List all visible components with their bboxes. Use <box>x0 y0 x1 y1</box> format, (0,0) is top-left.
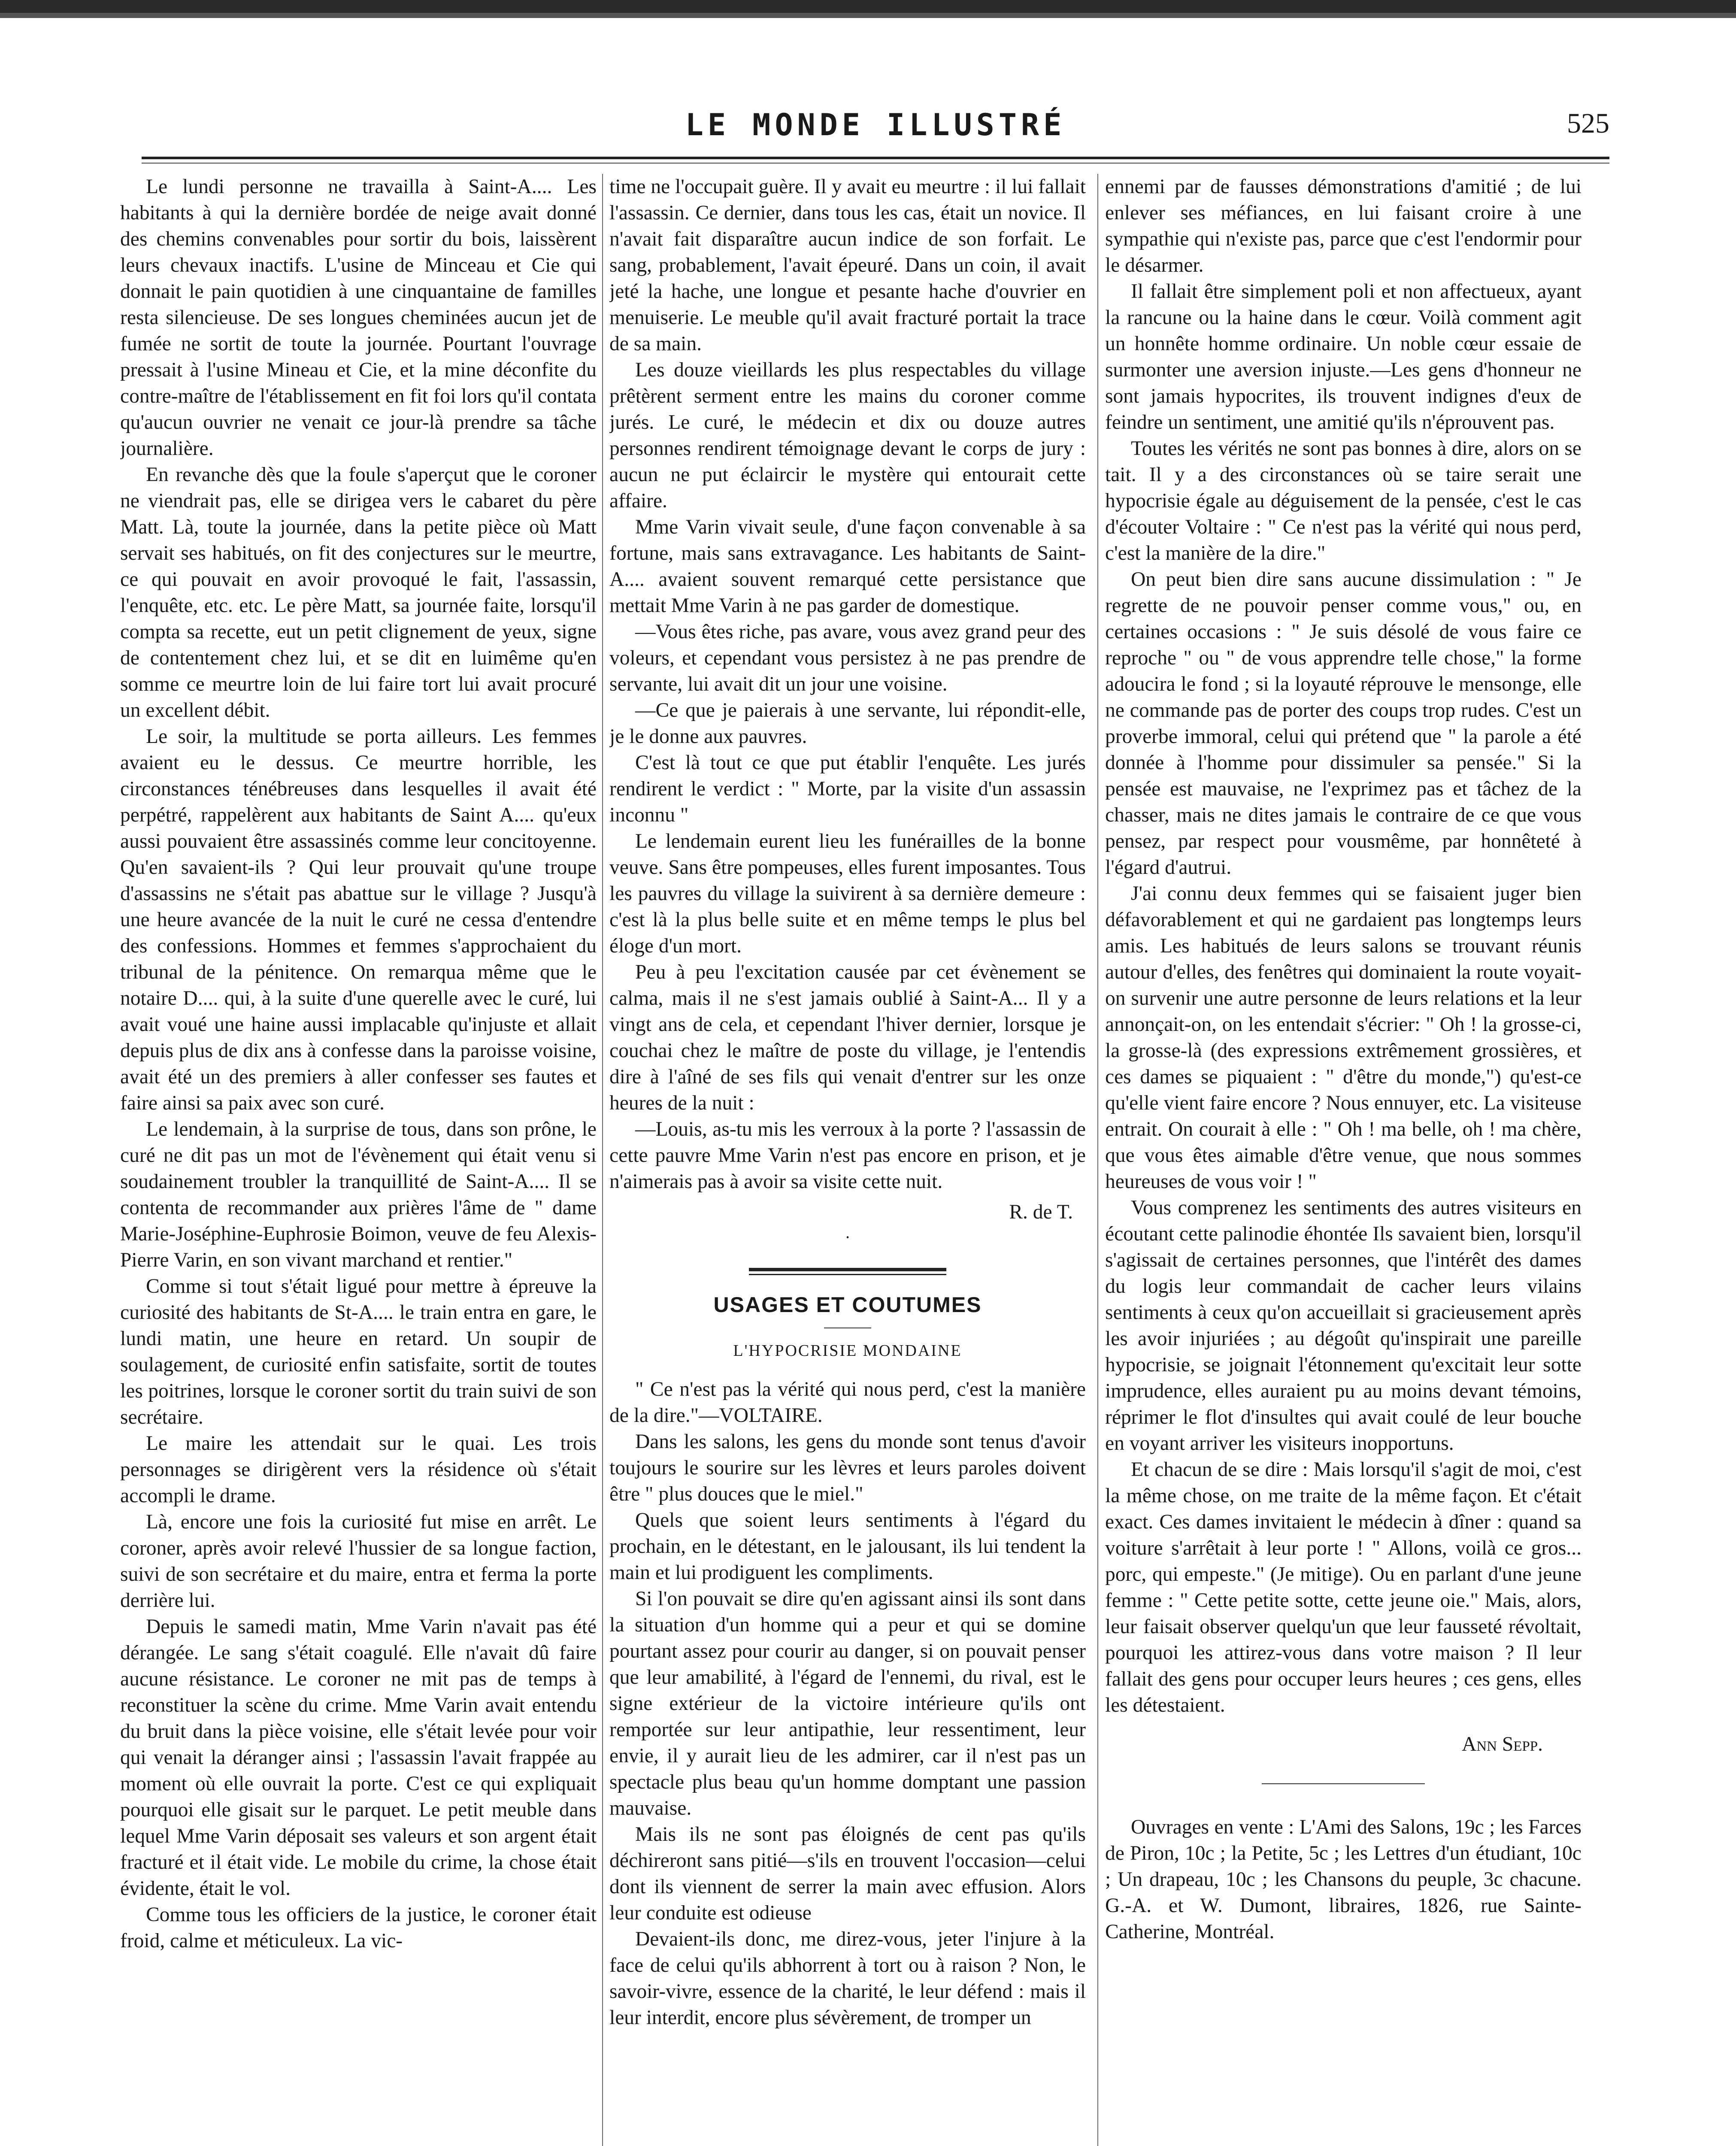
paragraph: Mme Varin vivait seule, d'une façon convenable à sa fortune, mais sans extravagance. Les habitants de Saint-A.... avaient souvent remarqué cette persistance que mettait Mme Varin à ne pas garder de domestique. <box>609 516 1086 617</box>
header-rule-thin <box>142 163 1609 164</box>
paragraph: Devaient-ils donc, me direz-vous, jeter l'injure à la face de celui qu'ils abhorrent à tort ou à raison ? Non, le savoir-vivre, essence de la charité, le leur défend : mais il leur interdit, encore plus sévèrement, de tromper un <box>609 1928 1086 2029</box>
paragraph: Le lundi personne ne travailla à Saint-A.... Les habitants à qui la dernière bordée de neige avait donné des chemins convenables pour sortir du bois, laissèrent leurs chevaux inactifs. L'usine de Minceau et Cie qui donnait le pain quotidien à une cinquantaine de familles resta silencieuse. De ses longues cheminées aucun jet de fumée ne sortit de toute la journée. Pourtant l'ouvrage pressait à l'usine Mineau et Cie, et la mine déconfite du contre-maître de l'établissement en fit foi lors qu'il contata qu'aucun ouvrier ne venait ce jour-là prendre sa tâche journalière. <box>120 176 597 460</box>
paragraph: Comme si tout s'était ligué pour mettre à épreuve la curiosité des habitants de St-A.... le train entra en gare, le lundi matin, une heure en retard. Un soupir de soulagement, de curiosité enfin satisfaite, sortit de toutes les poitrines, lorsque le coroner sortit du train suivi de son secrétaire. <box>120 1275 597 1428</box>
author-signature: R. de T. <box>1009 1201 1073 1223</box>
paragraph: Comme tous les officiers de la justice, le coroner était froid, calme et méticuleux. La vic- <box>120 1904 597 1952</box>
separator-dot: · <box>845 1228 851 1247</box>
paragraph: —Ce que je paierais à une servante, lui répondit-elle, je le donne aux pauvres. <box>609 699 1086 748</box>
column-divider-2 <box>1097 174 1098 2146</box>
paragraph: En revanche dès que la foule s'aperçut que le coroner ne viendrait pas, elle se dirigea vers le cabaret du père Matt. Là, toute la journée, dans la petite pièce où Matt servait ses habitués, on fit des conjectures sur le meurtre, ce qui pouvait en avoir provoqué le fait, l'assassin, l'enquête, etc. etc. Le père Matt, sa journée faite, lorsqu'il compta sa recette, eut un petit clignement de yeux, signe de contentement chez lui, et se dit en luimême qu'en somme ce meurtre loin de lui faire tort lui avait procuré un excellent débit. <box>120 464 597 721</box>
paragraph: time ne l'occupait guère. Il y avait eu meurtre : il lui fallait l'assassin. Ce dernier, dans tous les cas, était un novice. Il n'avait fait disparaître aucun indice de son forfait. Le sang, probablement, l'avait épeuré. Dans un coin, il avait jeté la hache, une longue et pesante hache d'ouvrier en menuiserie. Le meuble qu'il avait fracturé portait la trace de sa main. <box>609 176 1086 355</box>
paragraph: J'ai connu deux femmes qui se faisaient juger bien défavorablement et qui ne gardaient pas longtemps leurs amis. Les habitués de leurs salons se trouvant réunis autour d'elles, des fenêtres qui dominaient la route voyait-on survenir une autre personne de leurs relations et la leur annonçait-on, on les entendait s'écrier: " Oh ! la grosse-ci, la grosse-là (des expressions extrêmement grossières, et ces dames se piquaient : " d'être du monde,") qu'est-ce qu'elle vient faire encore ? Nous ennuyer, etc. La visiteuse entrait. On courait à elle : " Oh ! ma belle, oh ! ma chère, que vous êtes aimable d'être venue, que nous sommes heureuses de vous voir ! " <box>1105 882 1581 1193</box>
paragraph: Peu à peu l'excitation causée par cet évènement se calma, mais il ne s'est jamais oublié à Saint-A... Il y a vingt ans de cela, et cependant l'hiver dernier, lorsque je couchai chez le maître de poste du village, je l'entendis dire à l'aîné de ses fils qui venait d'entrer sur les onze heures de la nuit : <box>609 961 1086 1114</box>
paragraph: Les douze vieillards les plus respectables du village prêtèrent serment entre les mains du coroner comme jurés. Le curé, le médecin et dix ou douze autres personnes rendirent témoignage devant le corps de jury : aucun ne put éclaircir le mystère qui entourait cette affaire. <box>609 359 1086 512</box>
page-header <box>142 107 1609 155</box>
separator-rule-thin <box>749 1274 946 1275</box>
paragraph: Mais ils ne sont pas éloignés de cent pas qu'ils déchireront sans pitié—s'ils en trouvent l'occasion—celui dont ils viennent de serrer la main avec effusion. Alors leur conduite est odieuse <box>609 1823 1086 1924</box>
epigraph: " Ce n'est pas la vérité qui nous perd, c'est la manière de la dire."—VOLTAIRE. <box>609 1378 1086 1427</box>
paragraph: Le maire les attendait sur le quai. Les trois personnages se dirigèrent vers la résidence où s'était accompli le drame. <box>120 1432 597 1507</box>
paragraph: Si l'on pouvait se dire qu'en agissant ainsi ils sont dans la situation d'un homme qui a peur et qui se domine pourtant assez pour courir au danger, si on pouvait penser que leur amabilité, à l'égard de l'ennemi, du rival, est le signe extérieur de la victoire intérieure qu'ils ont remportée sur leur antipathie, leur ressentiment, leur envie, il y aurait lieu de les admirer, car il n'est pas un spectacle plus beau qu'un homme domptant une passion mauvaise. <box>609 1588 1086 1819</box>
paragraph: On peut bien dire sans aucune dissimulation : " Je regrette de ne pouvoir penser comme vous," ou, en certaines occasions : " Je suis désolé de vous faire ce reproche " ou " de vous apprendre telle chose," la forme adoucira le fond ; si la loyauté réprouve le mensonge, elle ne commande pas de porter des coups trop rudes. C'est un proverbe immoral, celui qui prétend que " la parole a été donnée à l'homme pour dissimuler sa pensée." Si la pensée est mauvaise, ne l'exprimez pas et tâchez de la chasser, mais ne dites jamais le contraire de ce que vous pensez, par respect pour vousmême, par honnêteté à l'égard d'autrui. <box>1105 568 1581 879</box>
paragraph: Depuis le samedi matin, Mme Varin n'avait pas été dérangée. Le sang s'était coagulé. Elle n'avait dû faire aucune résistance. Le coroner ne mit pas de temps à reconstituer la scène du crime. Mme Varin avait entendu du bruit dans la pièce voisine, elle s'était levée pour voir qui venait la déranger ainsi ; l'assassin l'avait frappée au moment où elle ouvrait la porte. C'est ce qui expliquait pourquoi elle gisait sur le parquet. Le petit meuble dans lequel Mme Varin déposait ses valeurs et son argent était fracturé et il était vide. Le mobile du crime, la chose était évidente, était le vol. <box>120 1616 597 1900</box>
paragraph: Le lendemain eurent lieu les funérailles de la bonne veuve. Sans être pompeuses, elles furent imposantes. Tous les pauvres du village la suivirent à sa dernière demeure : c'est là la plus belle suite et en même temps le plus bel éloge d'un mort. <box>609 830 1086 957</box>
paragraph: Le soir, la multitude se porta ailleurs. Les femmes avaient eu le dessus. Ce meurtre horrible, les circonstances ténébreuses dans lesquelles il avait été perpétré, rappelèrent aux habitants de Saint A.... qu'eux aussi pouvaient être assassinés comme leur concitoyenne. Qu'en savaient-ils ? Qui leur prouvait qu'une troupe d'assassins ne s'était pas abattue sur le village ? Jusqu'à une heure avancée de la nuit le curé ne cessa d'entendre des confessions. Hommes et femmes s'approchaient du tribunal de la pénitence. On remarqua même que le notaire D.... qui, à la suite d'une querelle avec le curé, lui avait voué une haine aussi implacable qu'injuste et allait depuis plus de dix ans à confesse dans la paroisse voisine, avait été un des premiers à aller confesser ses fautes et faire ainsi sa paix avec son curé. <box>120 725 597 1114</box>
paragraph: Toutes les vérités ne sont pas bonnes à dire, alors on se tait. Il y a des circonstances où se taire serait une hypocrisie égale au déguisement de la pensée, c'est le cas d'écouter Voltaire : " Ce n'est pas la vérité qui nous perd, c'est la manière de la dire." <box>1105 437 1581 564</box>
page-top-edge-shadow <box>0 13 1736 18</box>
paragraph: Le lendemain, à la surprise de tous, dans son prône, le curé ne dit pas un mot de l'évènement qui était venu si soudainement troubler la tranquillité de Saint-A.... Il se contenta de recommander aux prières l'âme de " dame Marie-Joséphine-Euphrosie Boimon, veuve de feu Alexis-Pierre Varin, en son vivant marchand et rentier." <box>120 1118 597 1271</box>
paragraph: C'est là tout ce que put établir l'enquête. Les jurés rendirent le verdict : " Morte, par la visite d'un assassin inconnu " <box>609 752 1086 826</box>
paragraph: ennemi par de fausses démonstrations d'amitié ; de lui enlever ses méfiances, en lui faisant croire à une sympathie qui n'existe pas, parce que c'est l'endormir pour le désarmer. <box>1105 176 1581 276</box>
paragraph: Dans les salons, les gens du monde sont tenus d'avoir toujours le sourire sur les lèvres et leurs paroles doivent être " plus douces que le miel." <box>609 1431 1086 1505</box>
page-number: 525 <box>1567 108 1609 139</box>
header-rule-thick <box>142 157 1609 159</box>
column-divider-1 <box>602 174 603 2146</box>
paragraph: Quels que soient leurs sentiments à l'égard du prochain, en le détestant, en le jalousant, ils lui tendent la main et lui prodiguent les compliments. <box>609 1509 1086 1584</box>
paragraph: Il fallait être simplement poli et non affectueux, ayant la rancune ou la haine dans le cœur. Voilà comment agit un honnête homme ordinaire. Un noble cœur essaie de surmonter une aversion injuste.—Les gens d'honneur ne sont jamais hypocrites, ils trouvent indignes d'eux de feindre un sentiment, une amitié qu'ils n'éprouvent pas. <box>1105 280 1581 433</box>
paragraph: Et chacun de se dire : Mais lorsqu'il s'agit de moi, c'est la même chose, on me traite de la même façon. Et c'était exact. Ces dames invitaient le médecin à dîner : quand sa voiture s'arrêtait à leur porte ! " Allons, voilà ce gros... porc, qui empeste." (Je mitige). Ou en parlant d'une jeune femme : " Cette petite sotte, cette jeune oie." Mais, alors, leur faisait observer quelqu'un que leur fausseté révoltait, pourquoi les attirez-vous dans votre maison ? Il leur fallait des gens pour occuper leurs heures ; ces gens, elles les détestaient. <box>1105 1458 1581 1716</box>
paragraph: Là, encore une fois la curiosité fut mise en arrêt. Le coroner, après avoir relevé l'hussier de sa longue faction, suivi de son secrétaire et du maire, entra et ferma la porte derrière lui. <box>120 1511 597 1612</box>
section-separator <box>609 1268 1086 1275</box>
author-signature: Ann Sepp. <box>1462 1733 1543 1755</box>
paragraph: Vous comprenez les sentiments des autres visiteurs en écoutant cette palinodie éhontée Ils savaient bien, lorsqu'il s'agissait de certaines personnes, que l'intérêt des dames du logis leur commandait de cacher leurs vilains sentiments à ceux qu'on accueillait si gracieusement après les avoir injuriées ; au dégoût qu'inspirait une pareille hypocrisie, se joignait l'étonnement qu'excitait leur sotte imprudence, elles auraient pu au moins devant témoins, réprimer le flot d'insultes qui avait coulé de leur bouche en voyant arriver les visiteurs inopportuns. <box>1105 1197 1581 1455</box>
separator-rule-thick <box>749 1268 946 1271</box>
section-subtitle: L'HYPOCRISIE MONDAINE <box>733 1342 962 1360</box>
column-2 <box>609 174 1086 2146</box>
section-title: USAGES ET COUTUMES <box>713 1293 982 1317</box>
paragraph: —Louis, as-tu mis les verroux à la porte ? l'assassin de cette pauvre Mme Varin n'est pas encore en prison, et je n'aimerais pas à avoir sa visite cette nuit. <box>609 1118 1086 1193</box>
article-end-rule <box>1262 1783 1425 1784</box>
column-1 <box>120 174 597 2146</box>
page-top-edge <box>0 0 1736 13</box>
paragraph: —Vous êtes riche, pas avare, vous avez grand peur des voleurs, et cependant vous persistez à ne pas prendre de servante, lui avait dit un jour une voisine. <box>609 621 1086 695</box>
advertisement: Ouvrages en vente : L'Ami des Salons, 19c ; les Farces de Piron, 10c ; la Petite, 5c ; les Lettres d'un étudiant, 10c ; Un drapeau, 10c ; les Chansons du peuple, 3c chacune. G.-A. et W. Dumont, libraires, 1826, rue Sainte-Catherine, Montréal. <box>1105 1816 1581 1943</box>
column-3 <box>1105 174 1581 2146</box>
masthead-title: LE MONDE ILLUSTRÉ <box>685 107 1066 142</box>
